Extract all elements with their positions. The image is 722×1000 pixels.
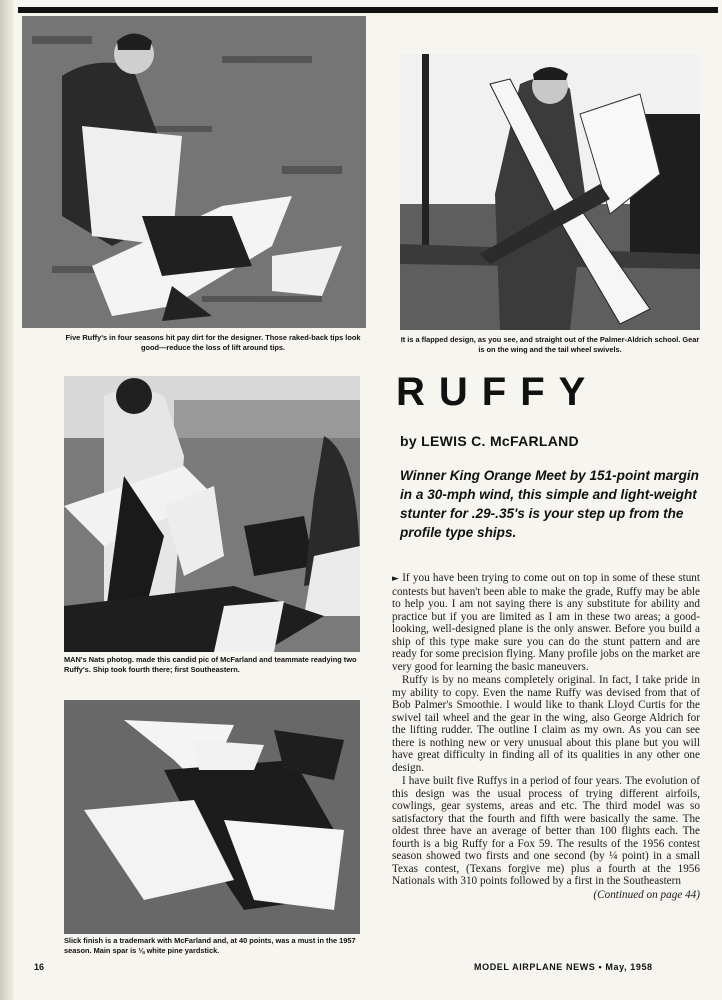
- paragraph-2: Ruffy is by no means completely original. In fact, I take pride in my ability to copy. Even the name Ruffy was devised from that of Bob Palmer's Smoothie. I would like to thank Lloyd Curtis for the swivel tail wheel and the gear in the wing, also George Aldrich for the lifting rudder. The outline I claim as my own. As you can see there is nothing new or very unusual about this plane but you will have great difficulty in finding all of its qualities in any other one design.: [392, 674, 700, 774]
- caption-photo-2: It is a flapped design, as you see, and straight out of the Palmer-Aldrich school. Gear is on the wing and the tail wheel swivels.: [400, 335, 700, 354]
- article-byline: by LEWIS C. McFARLAND: [400, 433, 579, 449]
- photo-flapped-design: [400, 54, 700, 330]
- photo-designer-with-model: [22, 16, 366, 328]
- lead-marker-icon: ►: [392, 574, 399, 584]
- magazine-footer: [474, 962, 653, 972]
- magazine-name: MODEL AIRPLANE NEWS: [474, 962, 596, 972]
- caption-photo-3: MAN's Nats photog. made this candid pic of McFarland and teammate readying two Ruffy's. Ship took fourth there; first Southeastern.: [64, 655, 357, 674]
- caption-photo-1: Five Ruffy's in four seasons hit pay dirt for the designer. Those raked-back tips look good—reduce the loss of lift around tips.: [65, 333, 361, 352]
- article-title: RUFFY: [396, 370, 600, 414]
- footer-separator: •: [598, 962, 603, 972]
- photo-slick-finish: [64, 700, 360, 934]
- paragraph-1: ► If you have been trying to come out on top in some of these stunt contests but haven't been able to make the grade, Ruffy may be able to help you. I am not saying there is any substitute for ability and practice but if you are limited as I am in these two areas; a good-looking, well-designed plane is the only answer. Before you build a ship of this type make sure you can do the stunt pattern and are ready for some precision flying. Many profile jobs on the market are very good for learning the basic maneuvers.: [392, 572, 700, 673]
- page-edge: [0, 0, 14, 1000]
- top-rule: [18, 7, 718, 13]
- article-deck: Winner King Orange Meet by 151-point margin in a 30-mph wind, this simple and light-weight stunter for .29-.35's is your step up from the profile type ships.: [400, 468, 699, 540]
- continued-note: (Continued on page 44): [593, 888, 700, 901]
- issue-date: May, 1958: [605, 962, 653, 972]
- article-body: [392, 572, 700, 901]
- page-number: 16: [34, 962, 45, 972]
- paragraph-3: I have built five Ruffys in a period of four years. The evolution of this design was the usual process of trying different airfoils, cowlings, gear systems, areas and etc. The third model was so satisfactory that the fourth and fifth were basically the same. The oldest three have an average of better than 100 flights each. The fourth is a big Ruffy for a Fox 59. The results of the 1956 contest season showed two firsts and one second (by ¼ point) in a small Texas contest, (Texans forgive me) plus a fourth at the 1956 Nationals with 310 points followed by a first in the Southeastern: [392, 775, 700, 887]
- caption-photo-4: Slick finish is a trademark with McFarland and, at 40 points, was a must in the 1957 season. Main spar is ⅛ white pine yardstick.: [64, 936, 356, 955]
- photo-nats-candid: [64, 376, 360, 652]
